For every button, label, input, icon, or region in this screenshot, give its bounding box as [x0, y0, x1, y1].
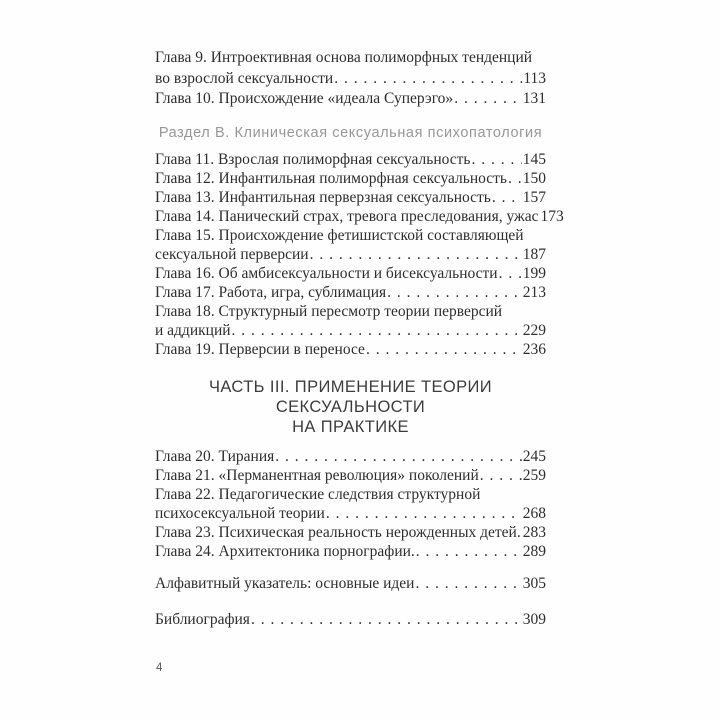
dot-leader	[499, 264, 522, 283]
toc-entry-title: Глава 19. Перверсии в переносе	[155, 340, 365, 358]
toc-entry-page: 289	[522, 542, 546, 560]
toc-entry-page: 283	[522, 523, 546, 541]
toc-entry-ch18-line2	[155, 321, 546, 340]
toc-entry-title: Глава 23. Психическая реальность нерожденных детей.	[155, 523, 521, 541]
toc-entry-page: 236	[522, 340, 546, 358]
section-heading: Раздел В. Клиническая сексуальная психопатология	[158, 124, 543, 141]
toc-entry-ch23	[155, 523, 546, 542]
toc-entry-ch10	[155, 89, 546, 110]
toc-entry-ch18-line1	[155, 302, 546, 321]
toc-content	[155, 48, 564, 629]
toc-entry-title: Глава 16. Об амбисексуальности и бисексуальности	[155, 264, 498, 282]
toc-entry-ch22-line2	[155, 504, 546, 523]
dot-leader	[416, 542, 522, 561]
dot-leader	[472, 150, 522, 169]
dot-leader	[415, 574, 521, 593]
toc-entry-title: Глава 17. Работа, игра, сублимация	[155, 283, 387, 301]
toc-entry-page: 157	[522, 188, 546, 206]
toc-entry-page: 131	[522, 90, 546, 107]
toc-entry-title: во взрослой сексуальности	[155, 69, 334, 87]
toc-entry-title: Глава 15. Происхождение фетишистской составляющей	[155, 226, 524, 244]
toc-entry-title: Глава 10. Происхождение «идеала Суперэго»	[155, 90, 454, 107]
toc-entry-title: психосексуальной теории	[155, 504, 325, 522]
toc-entry-ch9-line2	[155, 69, 546, 90]
dot-leader	[275, 447, 521, 466]
toc-entry-title: Глава 14. Панический страх, тревога преследования, ужас	[155, 207, 539, 225]
toc-entry-page: 213	[522, 283, 546, 301]
toc-entry-ch9-line1	[155, 48, 546, 69]
toc-entry-page: 305	[522, 574, 546, 592]
toc-entry-page: 309	[522, 610, 546, 628]
toc-entry-ch21	[155, 466, 546, 485]
toc-entry-title: Глава 12. Инфантильная полиморфная сексуальность	[155, 169, 507, 187]
toc-entry-page: 245	[522, 447, 546, 465]
toc-entry-title: Глава 18. Структурный пересмотр теории перверсий	[155, 302, 503, 320]
toc-entry-title: Библиография	[155, 610, 250, 628]
dot-leader	[310, 245, 522, 264]
part-heading-line2: НА ПРАКТИКЕ	[292, 417, 409, 436]
toc-entry-ch14	[155, 207, 564, 226]
toc-entry-ch20	[155, 447, 546, 466]
dot-leader	[251, 610, 522, 629]
toc-entry-title: Глава 13. Инфантильная перверзная сексуальность	[155, 188, 491, 206]
toc-entry-title: Глава 24. Архитектоника порнографии.	[155, 542, 415, 560]
toc-entry-index	[155, 574, 546, 593]
dot-leader	[366, 340, 522, 359]
toc-entry-title: сексуальной перверсии	[155, 245, 309, 263]
toc-entry-title: Глава 9. Интроективная основа полиморфных тенденций	[155, 49, 533, 66]
toc-entry-page: 187	[522, 245, 546, 263]
toc-entry-ch15-line1	[155, 226, 546, 245]
toc-entry-page: 199	[522, 264, 546, 282]
dot-leader	[480, 466, 522, 485]
dot-leader	[454, 89, 522, 110]
dot-leader	[326, 504, 522, 523]
toc-entry-page: 145	[522, 150, 546, 168]
toc-block-section-v	[155, 150, 564, 359]
toc-entry-title: Алфавитный указатель: основные идеи	[155, 574, 415, 592]
toc-entry-page: 229	[522, 321, 546, 339]
toc-block-part-iii	[155, 447, 546, 561]
page-number: 4	[156, 662, 163, 674]
part-heading-line1: ЧАСТЬ III. ПРИМЕНЕНИЕ ТЕОРИИ СЕКСУАЛЬНОСТИ	[208, 377, 493, 416]
toc-entry-page: 268	[522, 504, 546, 522]
toc-entry-ch11	[155, 150, 546, 169]
toc-entry-ch17	[155, 283, 546, 302]
toc-entry-bibliography	[155, 610, 546, 629]
toc-entry-ch16	[155, 264, 546, 283]
toc-entry-title: и аддикций	[155, 321, 231, 339]
toc-entry-ch15-line2	[155, 245, 546, 264]
toc-entry-title: Глава 20. Тирания	[155, 447, 275, 465]
part-heading	[155, 377, 546, 437]
dot-leader	[232, 321, 522, 340]
toc-entry-title: Глава 22. Педагогические следствия структурной	[155, 485, 481, 503]
dot-leader	[387, 283, 522, 302]
dot-leader	[334, 69, 522, 90]
toc-entry-page: 150	[522, 169, 546, 187]
dot-leader	[492, 188, 522, 207]
toc-entry-ch22-line1	[155, 485, 546, 504]
toc-entry-page: 259	[522, 466, 546, 484]
toc-entry-page: 113	[523, 69, 546, 87]
dot-leader	[508, 169, 522, 188]
toc-entry-ch24	[155, 542, 546, 561]
toc-entry-title: Глава 21. «Перманентная революция» поколений	[155, 466, 479, 484]
toc-entry-ch19	[155, 340, 546, 359]
toc-block-top	[155, 48, 546, 110]
toc-entry-page: 173	[540, 207, 564, 225]
toc-entry-ch13	[155, 188, 546, 207]
toc-entry-ch12	[155, 169, 546, 188]
toc-entry-title: Глава 11. Взрослая полиморфная сексуальность	[155, 150, 471, 168]
